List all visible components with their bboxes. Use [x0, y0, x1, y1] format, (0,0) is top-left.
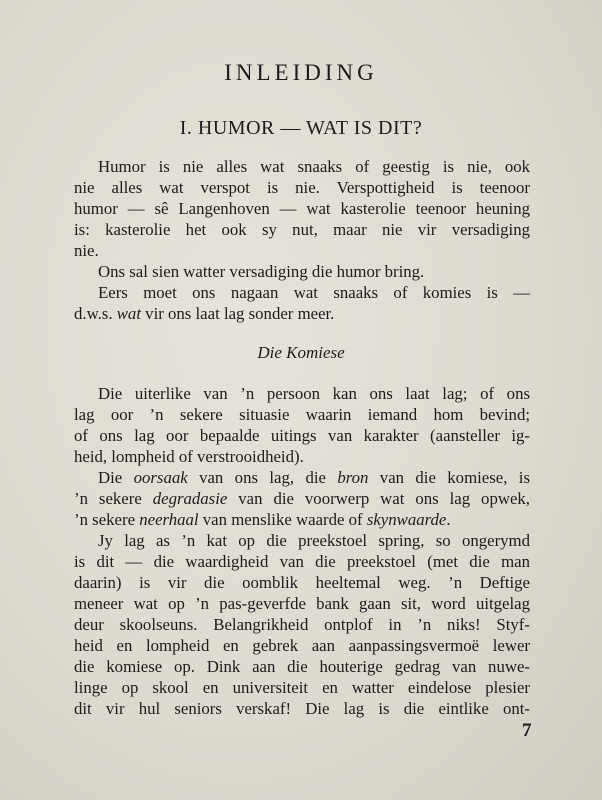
page-heading: INLEIDING	[224, 60, 378, 85]
text-line: humor — sê Langenhoven — wat kasterolie teenoor heuning	[74, 199, 530, 218]
text-line: heid, lompheid of verstrooidheid).	[74, 447, 304, 466]
subheading: Die Komiese	[257, 343, 345, 362]
text-line: heid en lompheid en gebrek aan aanpassingsvermoë lewer	[74, 636, 530, 655]
paragraph-6	[74, 530, 530, 719]
paragraph-4	[74, 383, 530, 467]
text-line: Eers moet ons nagaan wat snaaks of komies is —	[98, 283, 530, 302]
text-line: daarin) is vir die oomblik heeltemal weg. ’n Deftige	[74, 573, 530, 592]
paragraph-2	[74, 261, 530, 282]
text-line: Jy lag as ’n kat op die preekstoel spring, so ongerymd	[98, 531, 530, 550]
emphasis: wat	[116, 304, 141, 323]
text-line: deur skoolseuns. Belangrikheid ontplof in ’n niks! Styf-	[74, 615, 530, 634]
section-title: I. HUMOR — WAT IS DIT?	[179, 117, 423, 139]
page-number: 7	[522, 720, 532, 741]
text-line: is: kasterolie het ook sy nut, maar nie vir versadiging	[74, 220, 530, 239]
text-line: Die uiterlike van ’n persoon kan ons laat lag; of ons	[98, 384, 530, 403]
text-line: Ons sal sien watter versadiging die humor bring.	[98, 262, 425, 281]
text-line: dit vir hul seniors verskaf! Die lag is die eintlike ont-	[74, 699, 530, 718]
text-line: Humor is nie alles wat snaaks of geestig is nie, ook	[98, 157, 530, 176]
text-line: of ons lag oor bepaalde uitings van karakter (aansteller ig-	[74, 426, 530, 445]
text-line: nie alles wat verspot is nie. Verspottigheid is teenoor	[74, 178, 530, 197]
text-line: nie.	[74, 241, 99, 260]
paragraph-1	[74, 156, 530, 261]
text-line: d.w.s. wat vir ons laat lag sonder meer.	[74, 304, 335, 323]
text-line: meneer wat op ’n pas-geverfde bank gaan sit, word uitgelag	[74, 594, 530, 613]
paragraph-5	[74, 467, 530, 530]
text-line: ’n sekere degradasie van die voorwerp wat ons lag opwek,	[74, 489, 530, 508]
text-line: Die oorsaak van ons lag, die bron van die komiese, is	[98, 468, 530, 487]
text-line: is dit — die waardigheid van die preekstoel (met die man	[74, 552, 530, 571]
text-line: ’n sekere neerhaal van menslike waarde of skynwaarde.	[74, 510, 451, 529]
paragraph-3	[74, 282, 530, 324]
text-line: lag oor ’n sekere situasie waarin iemand hom bevind;	[74, 405, 530, 424]
text-line: linge op skool en universiteit en watter eindelose plesier	[74, 678, 530, 697]
text-line: die komiese op. Dink aan die houterige gedrag van nuwe-	[74, 657, 530, 676]
